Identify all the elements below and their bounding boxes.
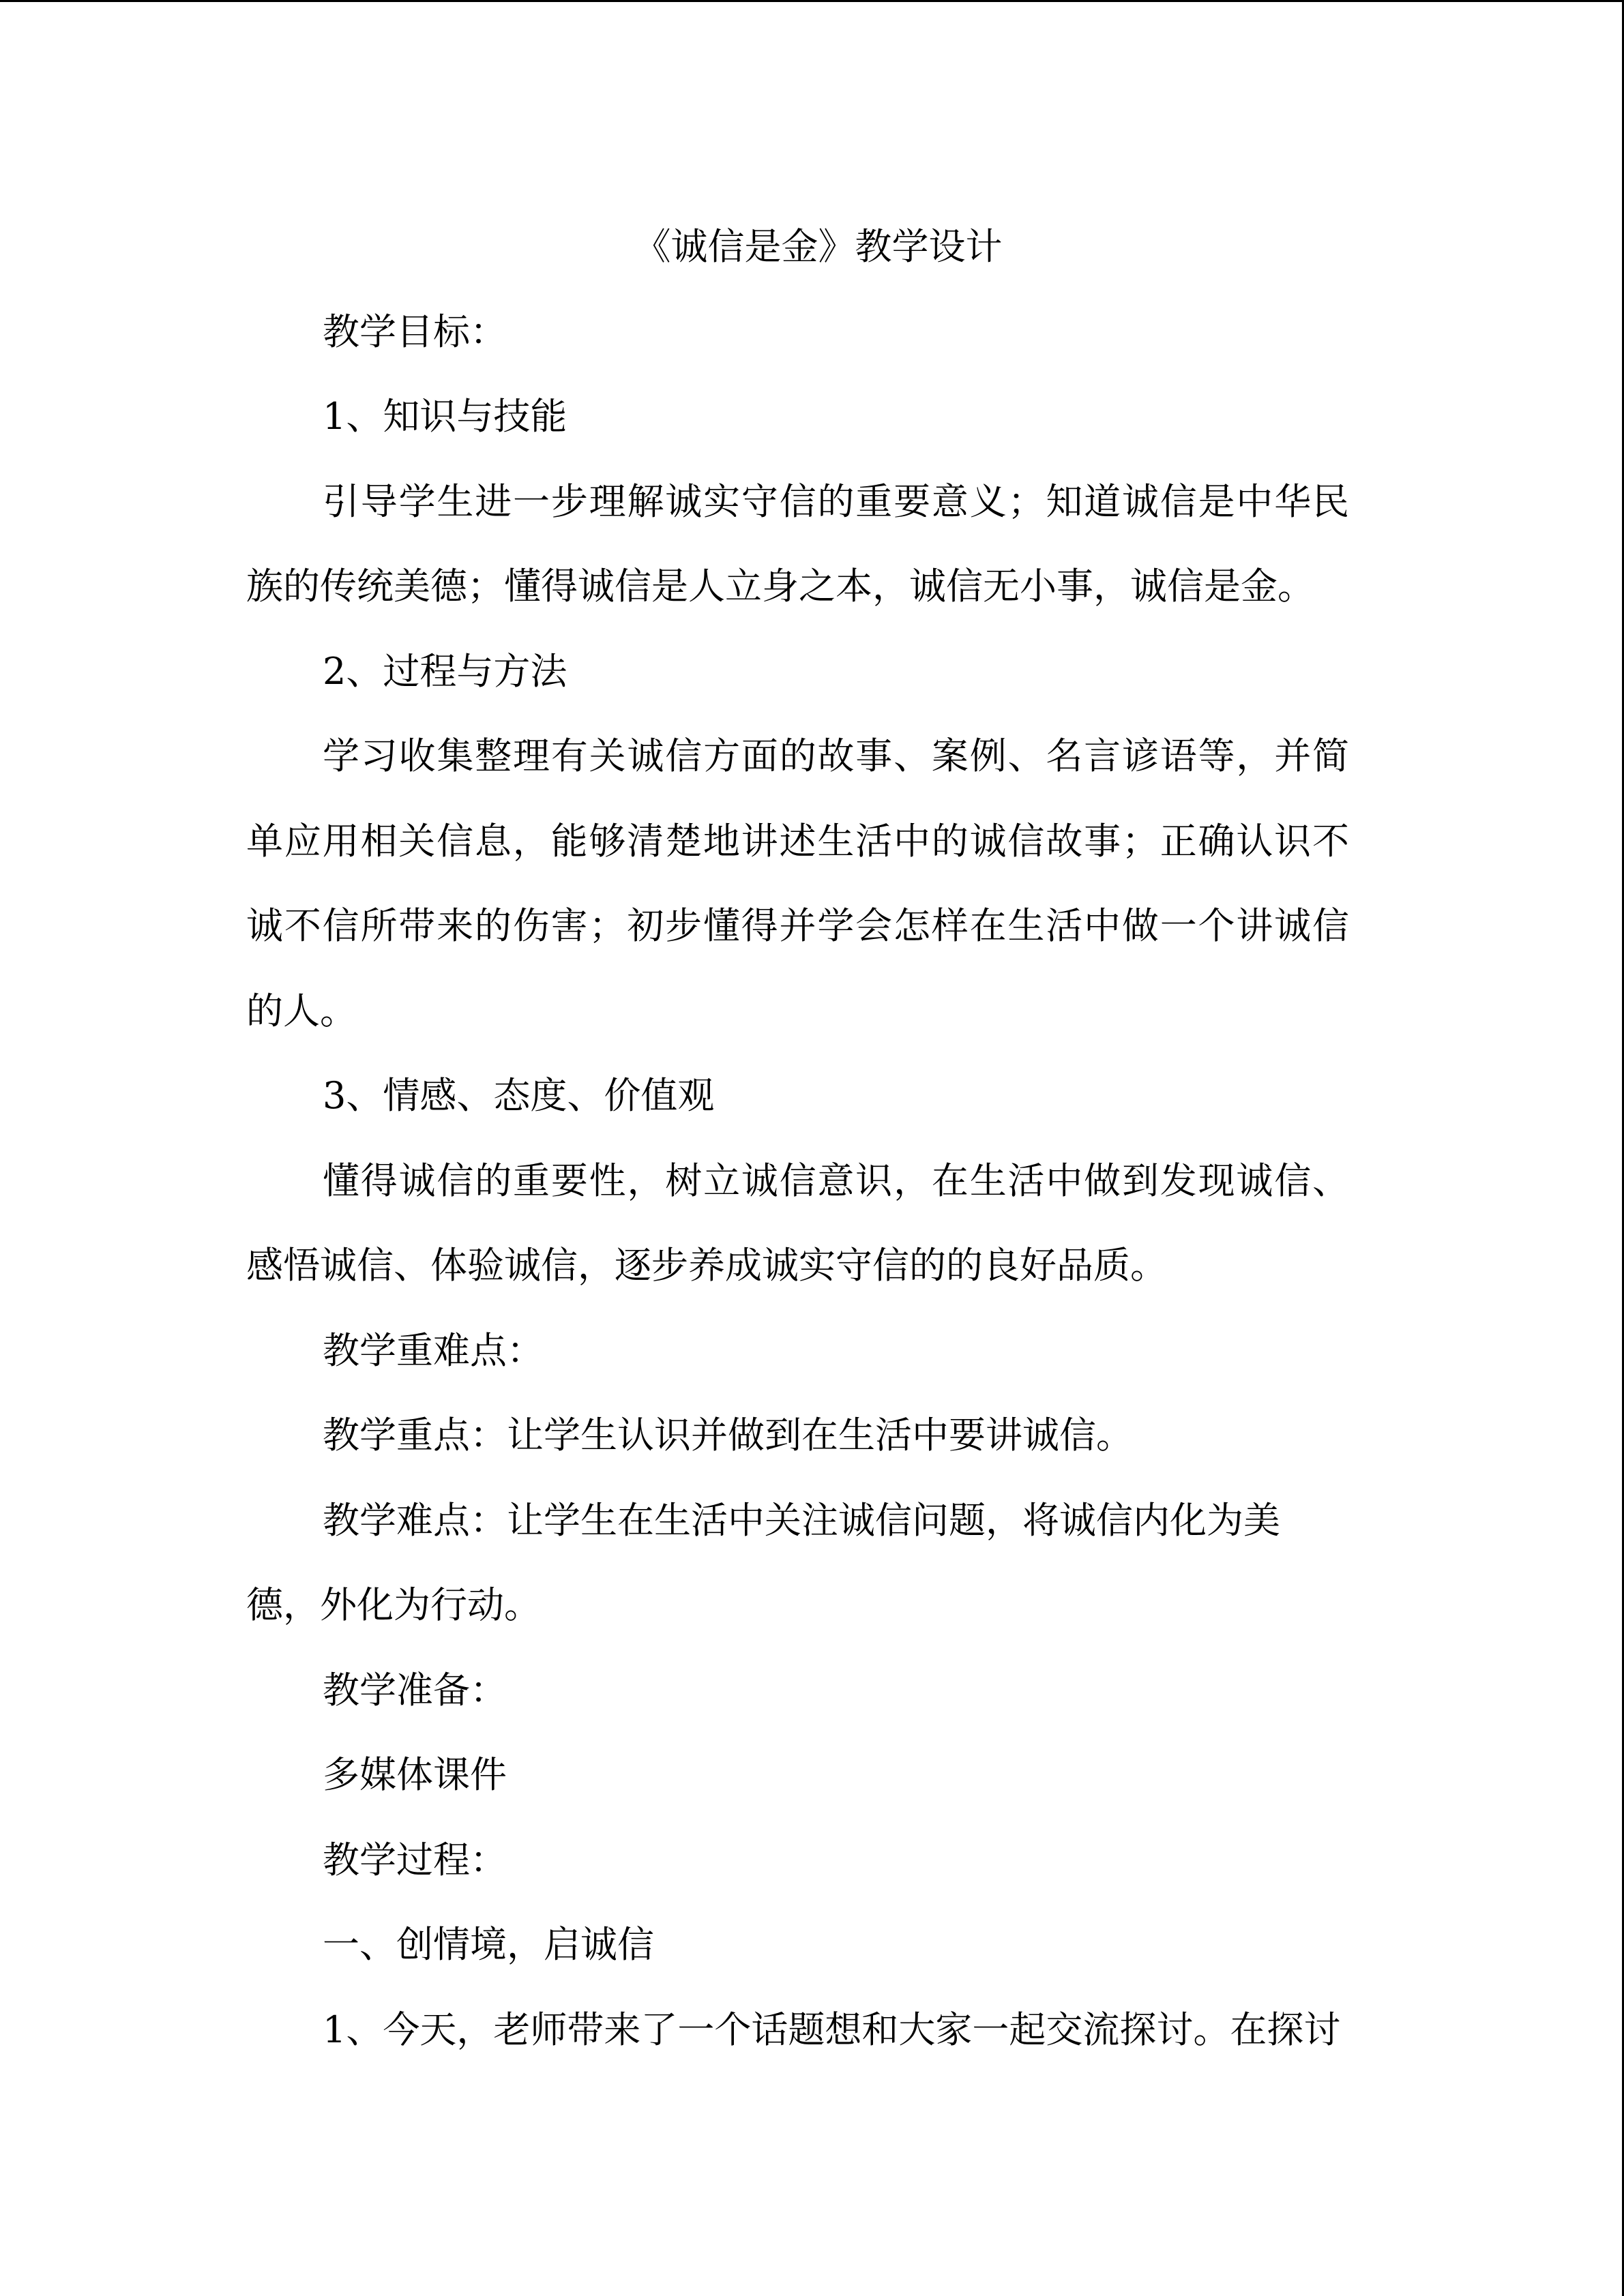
- paragraph-key-point: 教学重点：让学生认识并做到在生活中要讲诚信。: [323, 1414, 1133, 1457]
- paragraph-process-method: 2、过程与方法: [323, 649, 567, 693]
- paragraph-key-difficult-heading: 教学重难点：: [323, 1328, 544, 1372]
- paragraph-preparation-content: 多媒体课件: [323, 1753, 507, 1796]
- paragraph-knowledge-content: 引导学生进一步理解诚实守信的重要意义；知道诚信是中华民族的传统美德；懂得诚信是人立身之本，诚信无小事，诚信是金。: [246, 479, 1349, 608]
- paragraph-emotion-values: 3、情感、态度、价值观: [323, 1074, 715, 1117]
- paragraph-objectives-heading: 教学目标：: [323, 310, 507, 353]
- paragraph-emotion-content: 懂得诚信的重要性，树立诚信意识，在生活中做到发现诚信、感悟诚信、体验诚信，逐步养成诚实守信的的良好品质。: [246, 1159, 1349, 1287]
- paragraph-process-content: 学习收集整理有关诚信方面的故事、案例、名言谚语等，并简单应用相关信息，能够清楚地讲述生活中的诚信故事；正确认识不诚不信所带来的伤害；初步懂得并学会怎样在生活中做一个讲诚信的人。: [246, 734, 1349, 1032]
- paragraph-preparation-heading: 教学准备：: [323, 1668, 507, 1712]
- paragraph-section-one: 一、创情境，启诚信: [323, 1923, 654, 1966]
- document-title: 《诚信是金》教学设计: [634, 225, 1003, 268]
- document-body: [246, 205, 1365, 2072]
- paragraph-difficult-point: 教学难点：让学生在生活中关注诚信问题，将诚信内化为美德，外化为行动。: [246, 1498, 1280, 1626]
- paragraph-knowledge-skills: 1、知识与技能: [323, 395, 567, 438]
- paragraph-step-one: 1、今天，老师带来了一个话题想和大家一起交流探讨。在探讨: [323, 2008, 1341, 2051]
- page-border-top: [0, 0, 1624, 2]
- paragraph-process-heading: 教学过程：: [323, 1838, 507, 1881]
